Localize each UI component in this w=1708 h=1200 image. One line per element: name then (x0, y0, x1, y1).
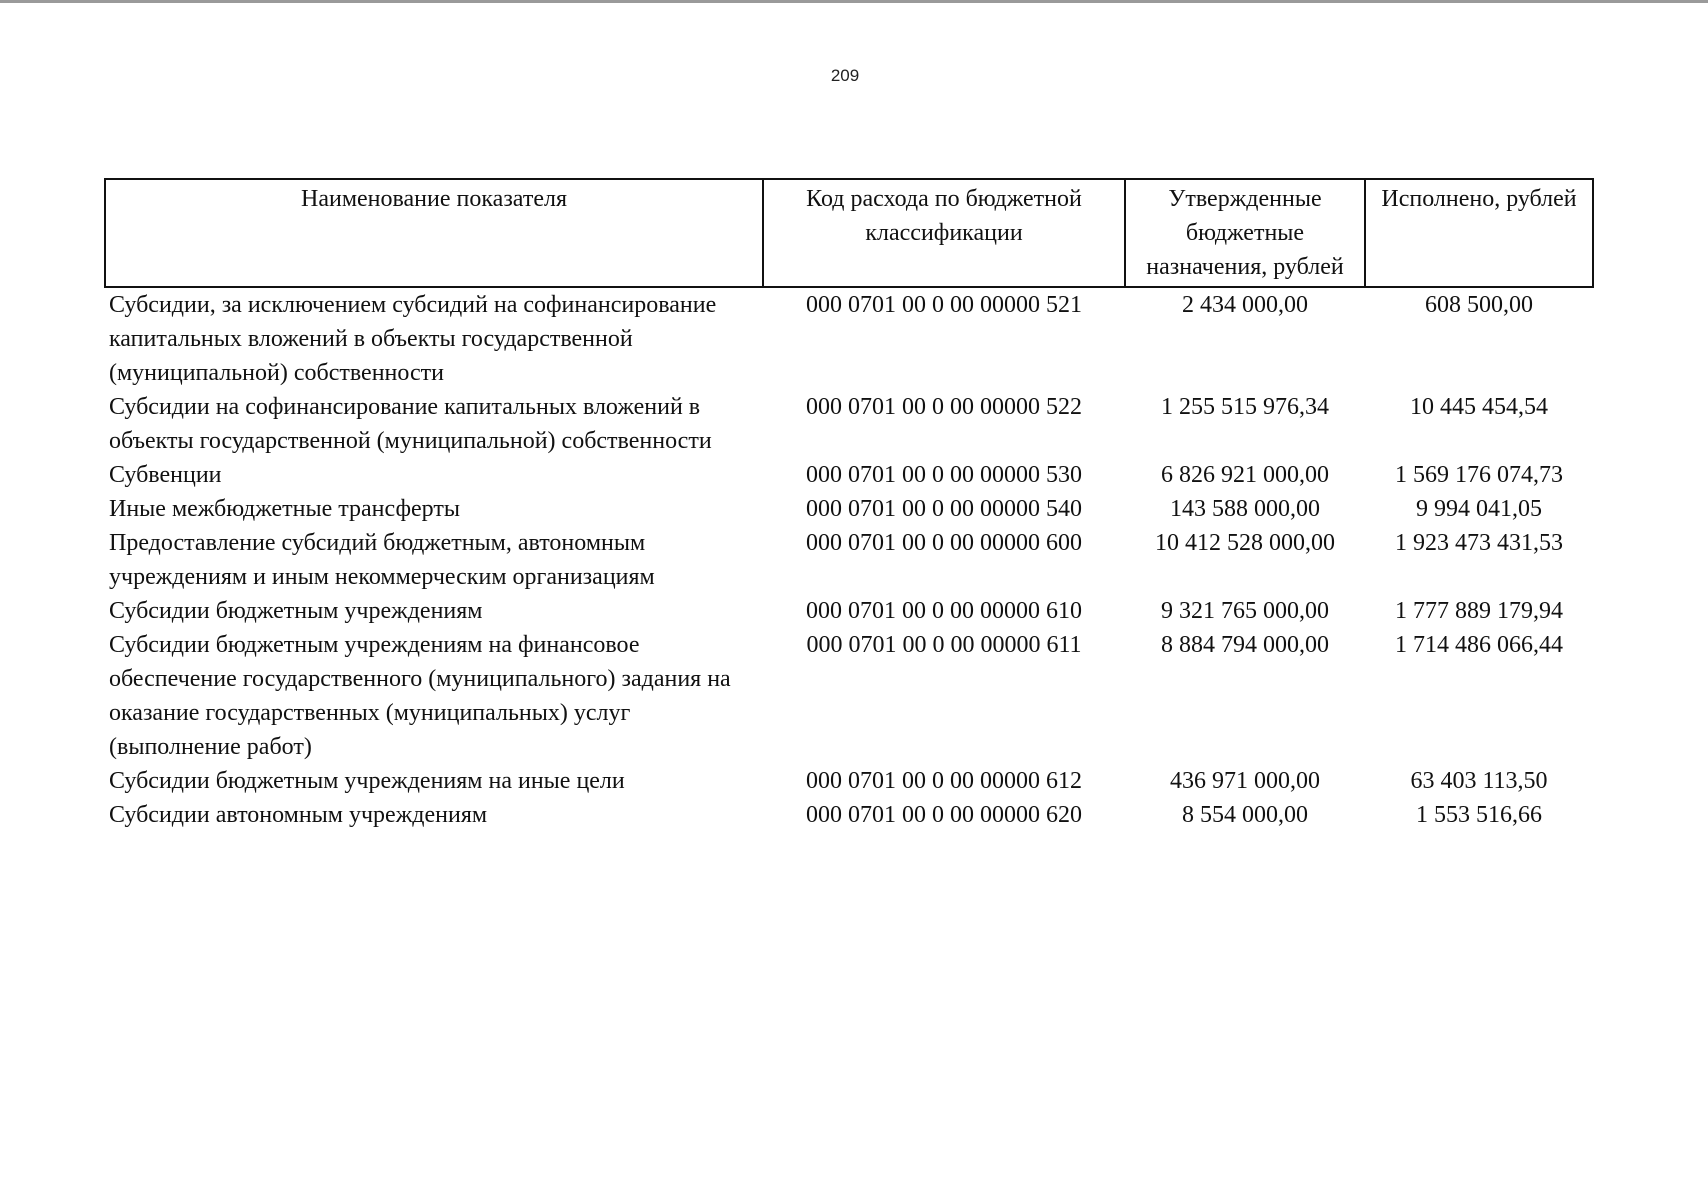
row-executed: 1 777 889 179,94 (1395, 598, 1563, 624)
header-name: Наименование показателя (105, 179, 763, 287)
row-approved: 9 321 765 000,00 (1161, 598, 1329, 624)
top-border-line (0, 0, 1708, 3)
table-row (105, 594, 1593, 628)
header-row (105, 179, 1593, 287)
row-name: Субсидии на софинансирование капитальных вложений в объекты государственной (муниципальной) собственности (109, 394, 712, 454)
table-row (105, 628, 1593, 764)
header-executed: Исполнено, рублей (1365, 179, 1593, 287)
row-code: 000 0701 00 0 00 00000 530 (806, 462, 1082, 488)
row-executed: 10 445 454,54 (1410, 394, 1548, 420)
page-number: 209 (830, 66, 860, 85)
row-code: 000 0701 00 0 00 00000 612 (806, 768, 1082, 794)
row-name: Субсидии, за исключением субсидий на софинансирование капитальных вложений в объекты государственной (муниципальной) собственности (109, 292, 717, 386)
row-approved: 143 588 000,00 (1170, 496, 1320, 522)
row-approved: 1 255 515 976,34 (1161, 394, 1329, 420)
row-code: 000 0701 00 0 00 00000 600 (806, 530, 1082, 556)
row-code: 000 0701 00 0 00 00000 540 (806, 496, 1082, 522)
row-executed: 9 994 041,05 (1416, 496, 1542, 522)
row-name: Субсидии автономным учреждениям (109, 802, 488, 828)
table-row (105, 526, 1593, 594)
row-executed: 1 569 176 074,73 (1395, 462, 1563, 488)
row-code: 000 0701 00 0 00 00000 610 (806, 598, 1082, 624)
table-row (105, 492, 1593, 526)
row-executed: 1 923 473 431,53 (1395, 530, 1563, 556)
row-name: Субвенции (109, 462, 222, 488)
row-approved: 8 554 000,00 (1182, 802, 1308, 828)
header-code: Код расхода по бюджетной классификации (763, 179, 1125, 287)
table-body (105, 287, 1593, 832)
row-name: Предоставление субсидий бюджетным, автономным учреждениям и иным некоммерческим организациям (109, 530, 655, 590)
row-approved: 10 412 528 000,00 (1155, 530, 1335, 556)
table-row (105, 764, 1593, 798)
row-approved: 436 971 000,00 (1170, 768, 1320, 794)
row-approved: 8 884 794 000,00 (1161, 632, 1329, 658)
row-executed: 1 553 516,66 (1416, 802, 1542, 828)
row-name: Иные межбюджетные трансферты (109, 496, 460, 522)
row-name: Субсидии бюджетным учреждениям (109, 598, 483, 624)
row-approved: 2 434 000,00 (1182, 292, 1308, 318)
row-code: 000 0701 00 0 00 00000 611 (806, 632, 1082, 658)
budget-table (104, 178, 1594, 832)
row-name: Субсидии бюджетным учреждениям на иные цели (109, 768, 625, 794)
row-approved: 6 826 921 000,00 (1161, 462, 1329, 488)
table-row (105, 390, 1593, 458)
table-row (105, 287, 1593, 390)
row-name: Субсидии бюджетным учреждениям на финансовое обеспечение государственного (муниципального) задания на оказание государственных (муниципальных) услуг (выполнение работ) (109, 632, 731, 760)
row-code: 000 0701 00 0 00 00000 521 (806, 292, 1082, 318)
table-row (105, 458, 1593, 492)
row-executed: 63 403 113,50 (1410, 768, 1548, 794)
row-executed: 1 714 486 066,44 (1395, 632, 1563, 658)
row-code: 000 0701 00 0 00 00000 620 (806, 802, 1082, 828)
header-approved: Утвержденные бюджетные назначения, рублей (1125, 179, 1365, 287)
table-row (105, 798, 1593, 832)
row-code: 000 0701 00 0 00 00000 522 (806, 394, 1082, 420)
table-header (105, 179, 1593, 287)
budget-table-container (104, 178, 1592, 832)
row-executed: 608 500,00 (1425, 292, 1533, 318)
